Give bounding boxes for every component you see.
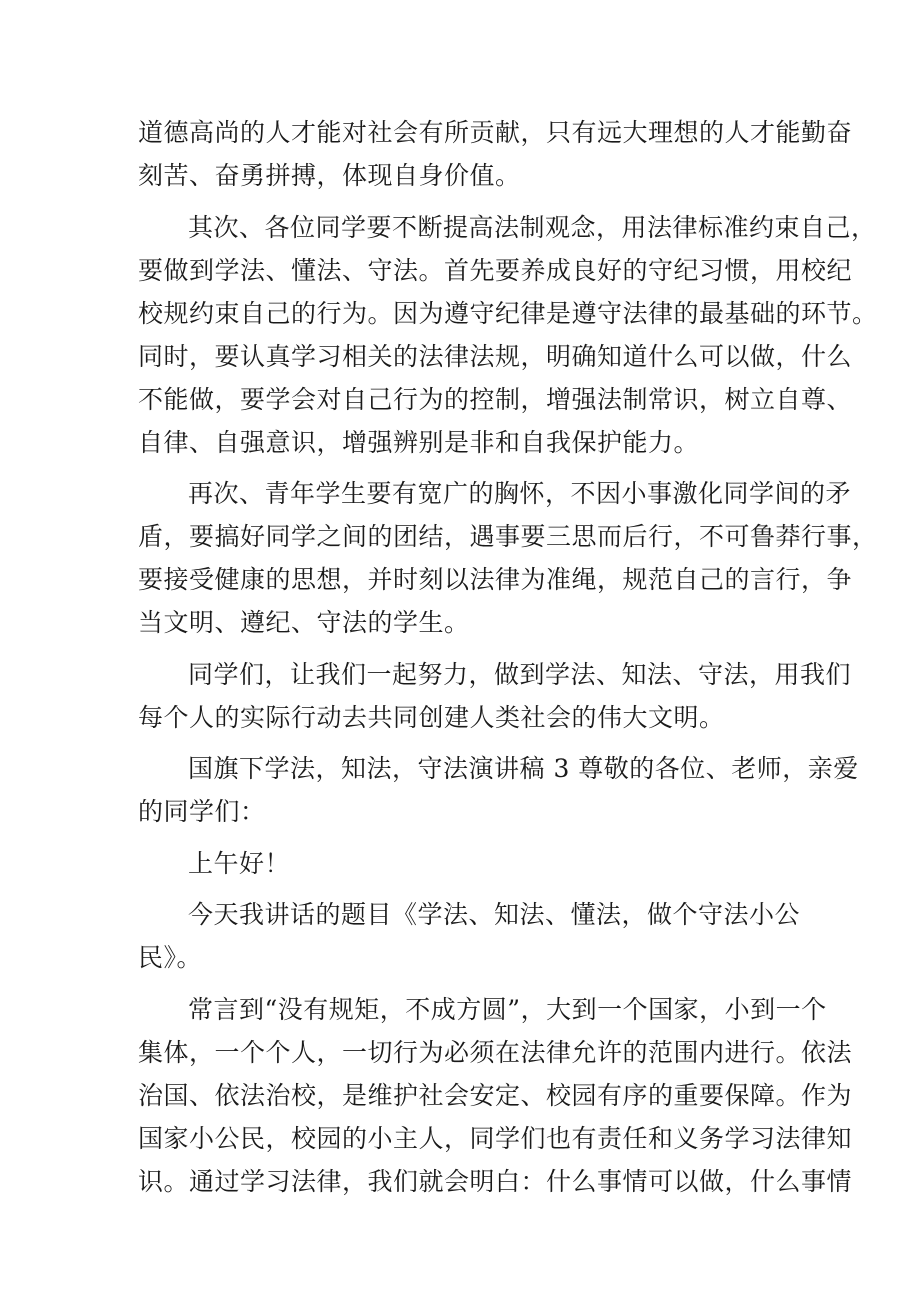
paragraph-8: [138, 988, 853, 1203]
paragraph-line: 再次、青年学生要有宽广的胸怀，不因小事激化同学间的矛: [188, 479, 852, 508]
paragraph-line: 要接受健康的思想，并时刻以法律为准绳，规范自己的言行，争: [138, 565, 853, 594]
paragraph-line: 常言到“没有规矩，不成方圆”，大到一个国家，小到一个: [188, 994, 827, 1024]
paragraph-7: [138, 893, 801, 979]
paragraph-6: [138, 842, 798, 885]
paragraph-line: 校规约束自己的行为。因为遵守纪律是遵守法律的最基础的环节。: [138, 298, 878, 328]
paragraph-line: 每个人的实际行动去共同创建人类社会的伟大文明。: [138, 702, 725, 732]
paragraph-line: 国家小公民，校园的小主人，同学们也有责任和义务学习法律知: [138, 1123, 853, 1153]
paragraph-line: 上午好！: [188, 848, 291, 878]
paragraph-line: 集体，一个个人，一切行为必须在法律允许的范围内进行。依法: [138, 1037, 853, 1067]
paragraph-line: 同学们，让我们一起努力，做到学法、知法、守法，用我们: [188, 659, 852, 689]
paragraph-line: 治国、依法治校，是维护社会安定、校园有序的重要保障。作为: [138, 1080, 853, 1110]
paragraph-line: 的同学们：: [138, 797, 266, 826]
paragraph-line: 识。通过学习法律，我们就会明白：什么事情可以做，什么事情: [138, 1166, 853, 1196]
document-body: [138, 111, 878, 1211]
paragraph-line: 当文明、遵纪、守法的学生。: [138, 608, 470, 637]
paragraph-line: 要做到学法、懂法、守法。首先要养成良好的守纪习惯，用校纪: [138, 255, 853, 285]
paragraph-4: [138, 653, 852, 739]
paragraph-line: 民》。: [138, 943, 203, 972]
paragraph-line: 盾，要搞好同学之间的团结，遇事要三思而后行，不可鲁莽行事，: [138, 522, 878, 551]
paragraph-line: 同时，要认真学习相关的法律法规，明确知道什么可以做，什么: [138, 341, 853, 371]
paragraph-line: 自律、自强意识，增强辨别是非和自我保护能力。: [138, 427, 700, 457]
paragraph-line: 道德高尚的人才能对社会有所贡献，只有远大理想的人才能勤奋: [138, 118, 853, 147]
paragraph-line: 刻苦、奋勇拼搏，体现自身价值。: [138, 161, 521, 190]
paragraph-1: [138, 111, 853, 197]
paragraph-line: 国旗下学法，知法，守法演讲稿 3 尊敬的各位、老师，亲爱: [188, 754, 859, 783]
paragraph-line: 不能做，要学会对自己行为的控制，增强法制常识，树立自尊、: [138, 384, 853, 414]
paragraph-line: 今天我讲话的题目《学法、知法、懂法，做个守法小公: [188, 900, 801, 929]
paragraph-5: [138, 747, 859, 833]
paragraph-2: [138, 206, 878, 464]
paragraph-line: 其次、各位同学要不断提高法制观念，用法律标准约束自己，: [188, 212, 877, 242]
paragraph-3: [138, 472, 878, 644]
